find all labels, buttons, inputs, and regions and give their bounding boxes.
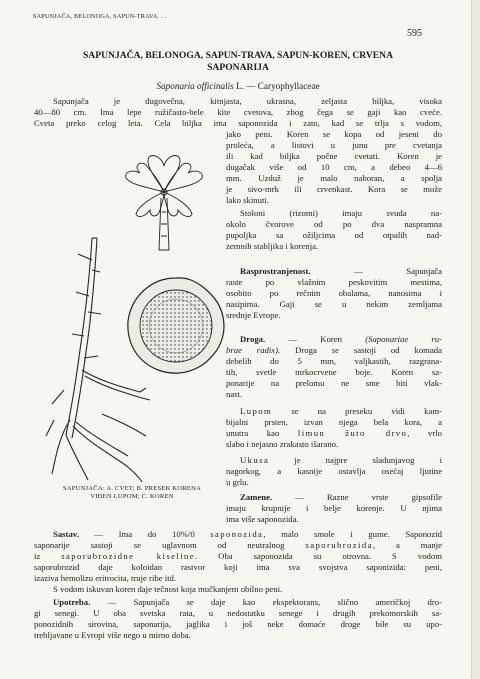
intro-line-1: Sapunjača je dugovečna, kitnjasta, ukrasna, zeljasta biljka, visoka [53, 96, 442, 106]
zamene-line-2: imaju krupnije i belje korenje. U njima [226, 503, 442, 513]
right-col-line-5: mm. Uzduž je malo naboran, a spolja [226, 173, 442, 183]
lupom-line-3: unutra kao limun žuto drvo, vrlo [226, 428, 442, 438]
page-edge [471, 0, 480, 679]
sastav-line-2: saponarije sastoji se uglavnom od neutralnog saporubrozida, a manje [34, 540, 442, 550]
article-title [34, 50, 442, 74]
intro-line-3: Cveta preko celog leta. Cela biljka ima saponozida i zato, kad se trlja s vodom, [34, 118, 442, 128]
title-line-1: SAPUNJAČA, BELONOGA, SAPUN-TRAVA, SAPUN-KOREN, CRVENA [82, 50, 394, 61]
botanical-subtitle [34, 81, 442, 91]
droga-line-6: nast. [226, 389, 243, 399]
root-cross-section-illustration [125, 275, 227, 377]
right-col-line-1: jako peni. Koren se kopa od jeseni do [226, 129, 442, 139]
droga-line-4: tih, svetle mrkocrvene boje. Koren sa- [226, 367, 442, 377]
zamene-line-1: Zamene. — Razne vrste gipsofile [240, 492, 442, 502]
rasprostranjenost-line-5: srednje Evrope. [226, 310, 281, 320]
sastav-line-3: iz saporubrozidne kiseline. Oba saponozida su otrovna. S vodom [34, 551, 442, 561]
rasprostranjenost-heading: Rasprostranjenost. [240, 266, 311, 276]
rasprostranjenost-line-2: raste po vlažnim peskovitim mestima, [226, 277, 442, 287]
sastav-line-5: izaziva hemolizu eritrocita, truje ribe itd. [34, 573, 177, 583]
zamene-heading: Zamene. [240, 492, 273, 502]
ukusa-line-3: u grlu. [226, 477, 249, 487]
droga-line-1: Droga. — Koren (Saponariae ru- [240, 334, 442, 344]
rasprostranjenost-line-4: nasipima. Gaji se u nekim zemljama [226, 299, 442, 309]
right-col-line-6: je sivo-mrk ili crvenkast. Kora se može [226, 184, 442, 194]
ukusa-line-2: nagorkog, a kasnije ostavlja osećaj ljutine [226, 466, 442, 476]
droga-line-2: brae radix). Droga se sastoji od komada [226, 345, 442, 355]
stoloni-line-3: pupoljka sa ožiljcima od otpalih nad- [226, 230, 442, 240]
stoloni-line-4: zemnih stabljika i korenja. [226, 241, 319, 251]
figure-caption: SAPUNJAČA: A. CVET; B. PRESEK KORENA VIĐEN LUPOM; C. KOREN [62, 485, 202, 500]
sastav-heading: Sastav. [53, 529, 79, 539]
intro-line-2: 40—80 cm. Ima lepe ružičasto-bele kite cvetova, zbog čega se gaji kao cveće. [34, 107, 442, 117]
right-col-line-7: lako skinuti. [226, 195, 269, 205]
rasprostranjenost-line-1: Rasprostranjenost. — Sapunjača [240, 266, 442, 276]
upotreba-heading: Upotreba. [53, 597, 91, 607]
droga-line-5: ponarije na prelomu ne sme biti vlak- [226, 378, 442, 388]
right-col-line-4: dugačak više od 10 cm, a debeo 4—6 [226, 162, 442, 172]
sastav-line-6: S vodom iskuvan koren daje tečnost koja mučkanjem obilno peni. [53, 584, 283, 594]
upotreba-line-4: trebljavane u Evropi više nego u mirno doba. [34, 630, 191, 640]
stoloni-line-1: Stoloni (rizomi) imaju svuda na- [240, 208, 442, 218]
droga-line-3: debelih do 5 mm, valjkastih, razgrana- [226, 356, 442, 366]
lupom-line-4: slabo i nejasno zrakasto išarano. [226, 439, 339, 449]
family-name: L. — Caryophyllaceae [233, 81, 320, 91]
lupom-line-2: bijalni prsten, izvan njega bela kora, a [226, 417, 442, 427]
latin-name: Saponaria officinalis [156, 81, 234, 91]
stoloni-line-2: okolo čvorove od po dva naspramna [226, 219, 442, 229]
running-head: SAPUNJAČA, BELONOGA, SAPUN-TRAVA. . . [33, 13, 167, 20]
upotreba-line-3: ponozidnih sirovina, saponarija, jaglika i još neke domaće droge bile su upo- [34, 619, 442, 629]
lupom-line-1: Lupom se na preseku vidi kam- [240, 406, 442, 416]
ukusa-spaced-word: Ukusa [240, 455, 270, 465]
title-line-2: SAPONARIJA [207, 62, 269, 73]
right-col-line-3: ili kad biljka počne cvetati. Koren je [226, 151, 442, 161]
rasprostranjenost-line-3: osobito po rečnim obalama, nanosima i [226, 288, 442, 298]
lupom-spaced-word: Lupom [240, 406, 273, 416]
droga-heading: Droga. [240, 334, 266, 344]
ukusa-line-1: Ukusa je najpre sladunjavog i [240, 455, 442, 465]
sastav-line-1: Sastav. — Ima do 10%/0 saponozida, malo smole i gume. Saponozid [53, 529, 442, 539]
upotreba-line-1: Upotreba. — Sapunjača se daje kao ekspektorans, slično američkoj dro- [53, 597, 442, 607]
right-col-line-2: proleća, a listovi u junu pre cvetanja [226, 140, 442, 150]
sastav-line-4: saporubrozid daje koloidan rastvor koji ima sva svojstva saponizida: peni, [34, 562, 442, 572]
zamene-line-3: ima više saponozida. [226, 514, 299, 524]
page-number: 595 [407, 28, 422, 39]
upotreba-line-2: gi senegi. U oba svetska rata, u nedostatku senege i drugih prekomorskih sa- [34, 608, 442, 618]
